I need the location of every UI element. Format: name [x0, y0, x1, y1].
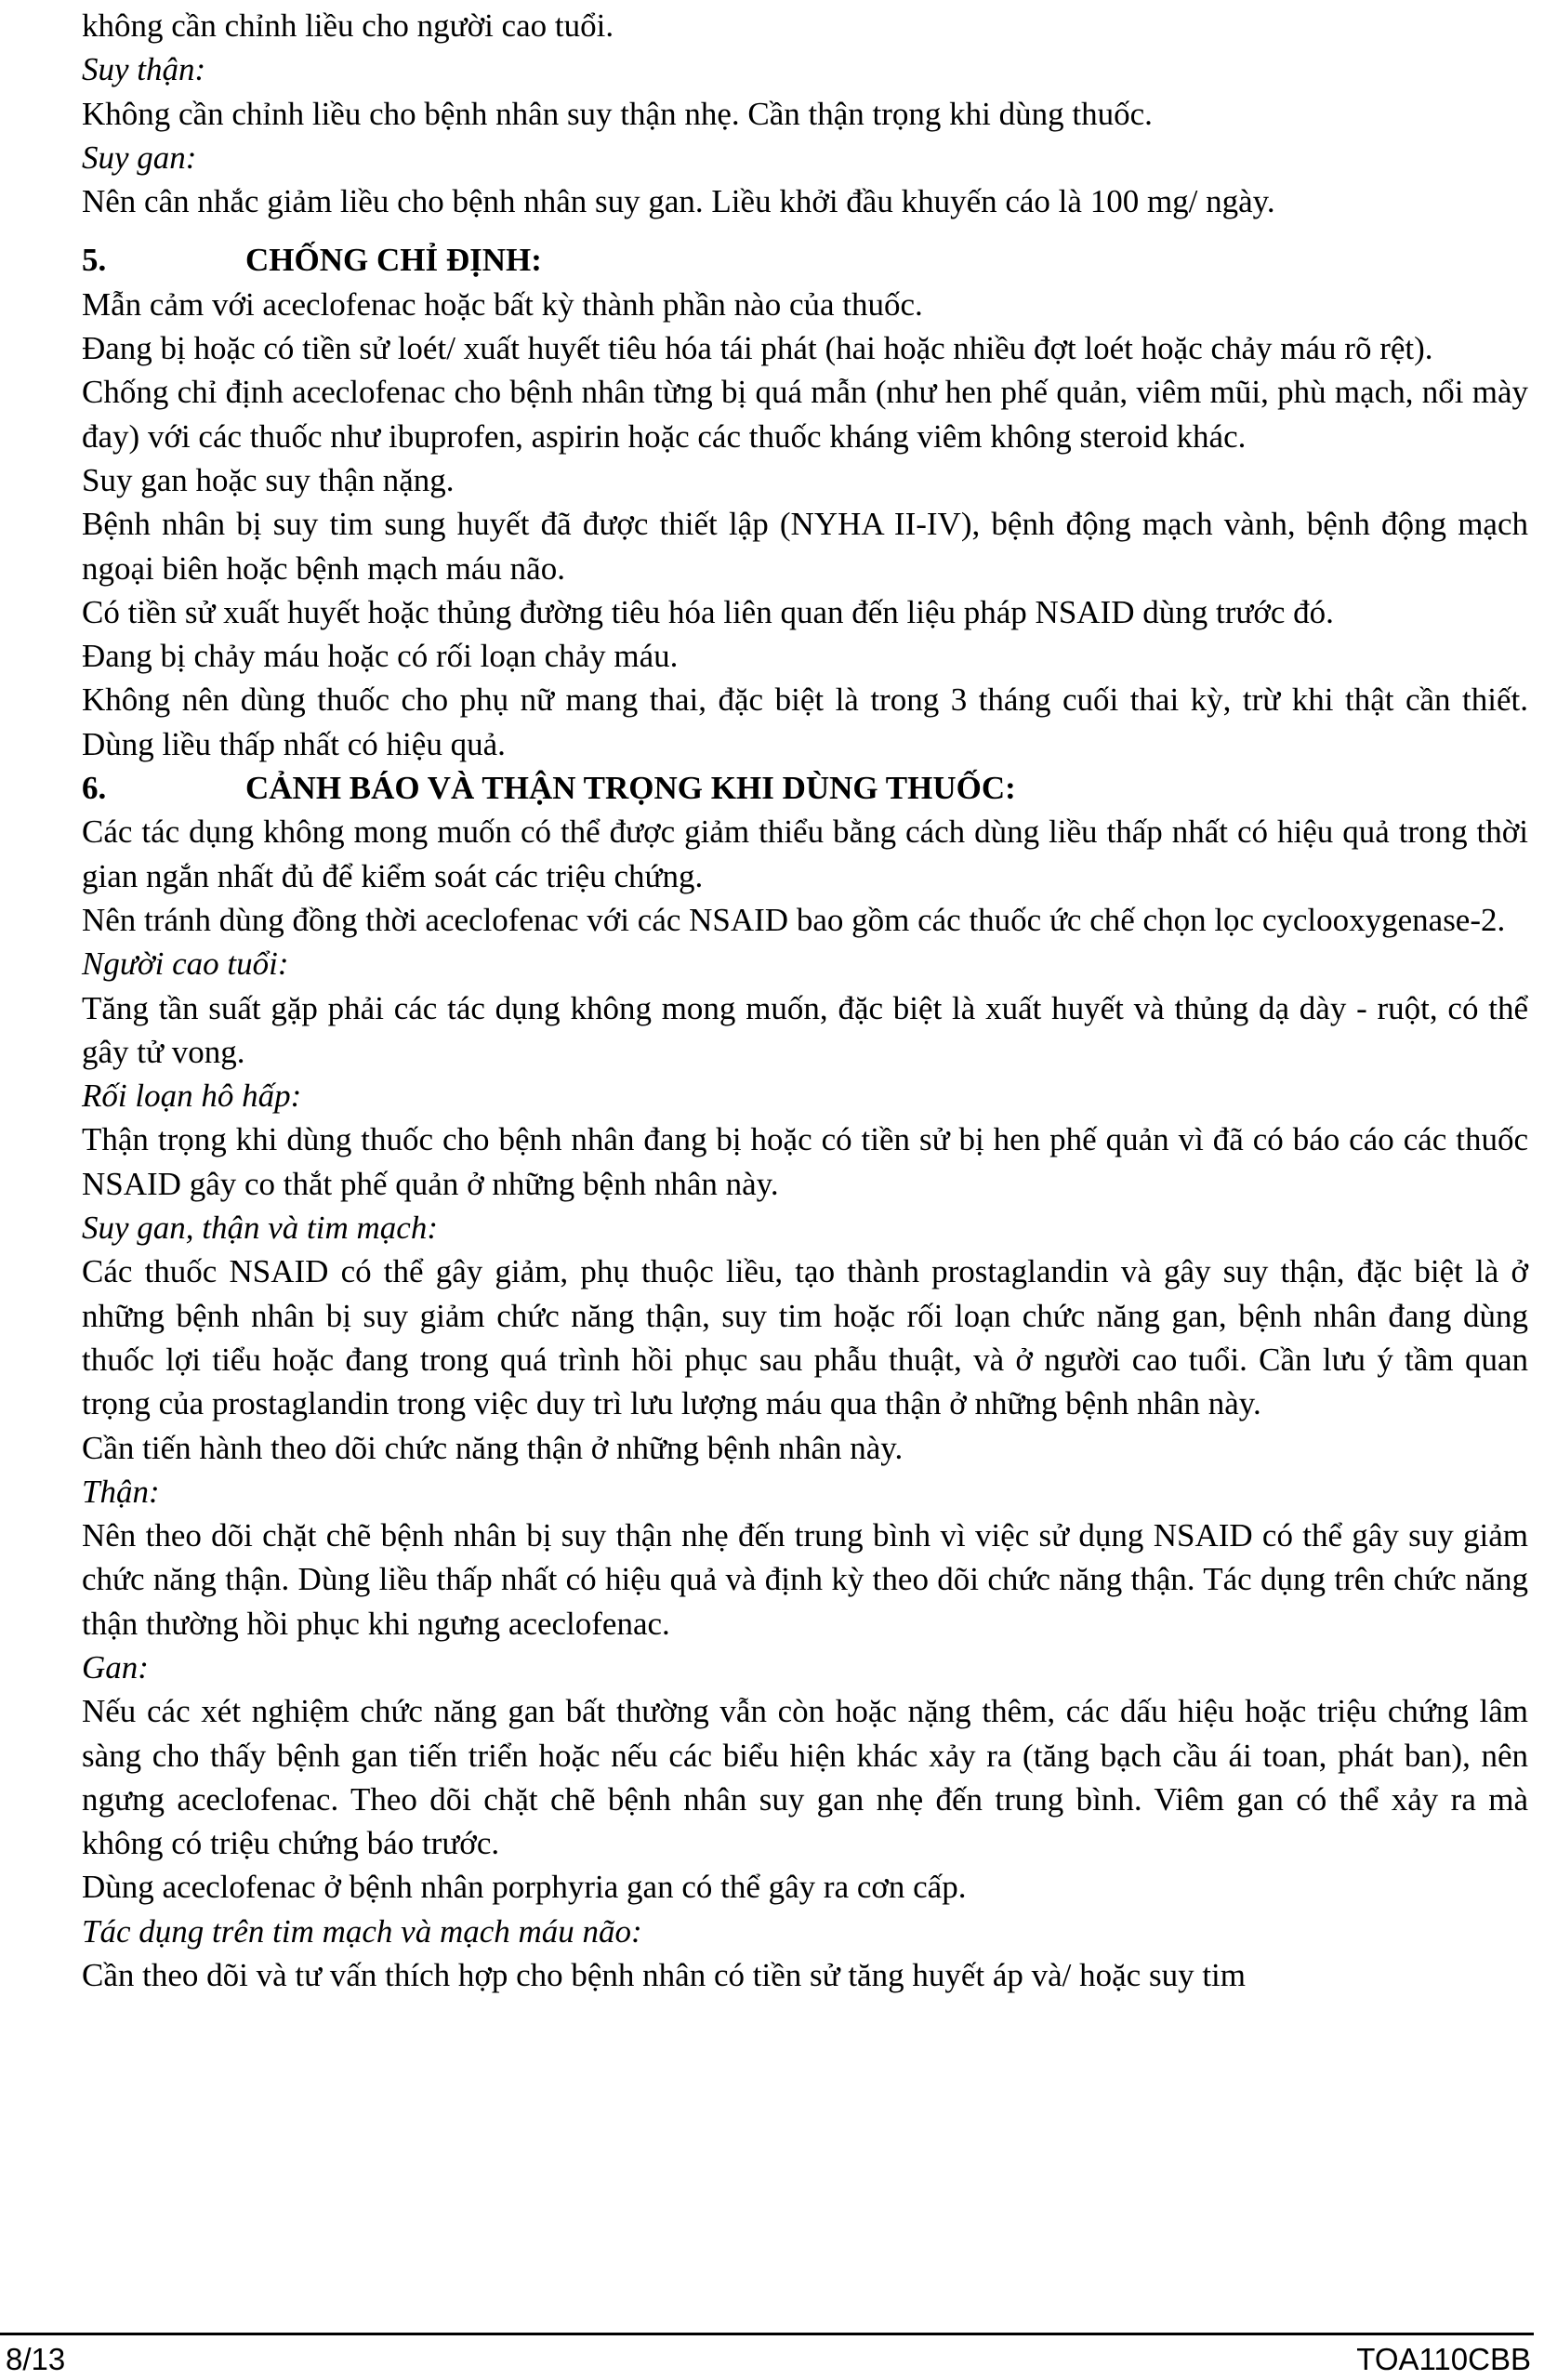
section-title: CHỐNG CHỈ ĐỊNH:	[245, 242, 542, 279]
subheading-cardiovascular: Tác dụng trên tim mạch và mạch máu não:	[82, 1912, 642, 1950]
paragraph: Cần theo dõi và tư vấn thích hợp cho bệnh nhân có tiền sử tăng huyết áp và/ hoặc suy tim	[82, 1957, 1247, 1994]
subheading-liver: Suy gan:	[82, 139, 197, 176]
subheading-liver: Gan:	[82, 1648, 149, 1686]
list-item: Mẫn cảm với aceclofenac hoặc bất kỳ thành phần nào của thuốc.	[82, 285, 923, 323]
section-number: 6.	[82, 770, 107, 807]
paragraph: Nên cân nhắc giảm liều cho bệnh nhân suy gan. Liều khởi đầu khuyến cáo là 100 mg/ ngày.	[82, 183, 1275, 220]
list-item: Có tiền sử xuất huyết hoặc thủng đường tiêu hóa liên quan đến liệu pháp NSAID dùng trước đó.	[82, 593, 1334, 630]
page-number: 8/13	[6, 2342, 66, 2376]
subheading-elderly: Người cao tuổi:	[82, 945, 289, 983]
paragraph: Cần tiến hành theo dõi chức năng thận ở những bệnh nhân này.	[82, 1429, 904, 1466]
paragraph: Tăng tần suất gặp phải các tác dụng không mong muốn, đặc biệt là xuất huyết và thủng dạ dày - ruột, có thể gây tử vong.	[82, 989, 1528, 1070]
list-item: Suy gan hoặc suy thận nặng.	[82, 461, 455, 498]
page-content	[82, 4, 1528, 1997]
subheading-respiratory: Rối loạn hô hấp:	[82, 1078, 302, 1115]
paragraph: Thận trọng khi dùng thuốc cho bệnh nhân đang bị hoặc có tiền sử bị hen phế quản vì đã có báo cáo các thuốc NSAID gây co thắt phế quản ở những bệnh nhân này.	[82, 1121, 1528, 1202]
paragraph: Nên theo dõi chặt chẽ bệnh nhân bị suy thận nhẹ đến trung bình vì việc sử dụng NSAID có thể gây suy giảm chức năng thận. Dùng liều thấp nhất có hiệu quả và định kỳ theo dõi chức năng thận. Tác dụng trên chức năng thận thường hồi phục khi ngưng aceclofenac.	[82, 1517, 1528, 1642]
list-item: Đang bị hoặc có tiền sử loét/ xuất huyết tiêu hóa tái phát (hai hoặc nhiều đợt loét hoặc chảy máu rõ rệt).	[82, 330, 1433, 367]
list-item: Bệnh nhân bị suy tim sung huyết đã được thiết lập (NYHA II-IV), bệnh động mạch vành, bệnh động mạch ngoại biên hoặc bệnh mạch máu não.	[82, 506, 1528, 587]
subheading-hepatic-renal-cardiac: Suy gan, thận và tim mạch:	[82, 1210, 438, 1247]
document-code: TOA110CBB	[1356, 2342, 1531, 2376]
subheading-kidney: Suy thận:	[82, 51, 206, 88]
paragraph: Các thuốc NSAID có thể gây giảm, phụ thuộc liều, tạo thành prostaglandin và gây suy thận, đặc biệt là ở những bệnh nhân bị suy giảm chức năng thận, suy tim hoặc rối loạn chức năng gan, bệnh nhân đang dùng thuốc lợi tiểu hoặc đang trong quá trình hồi phục sau phẫu thuật, và ở người cao tuổi. Cần lưu ý tầm quan trọng của prostaglandin trong việc duy trì lưu lượng máu qua thận ở những bệnh nhân này.	[82, 1253, 1528, 1422]
paragraph: không cần chỉnh liều cho người cao tuổi.	[82, 7, 614, 44]
paragraph: Các tác dụng không mong muốn có thể được giảm thiểu bằng cách dùng liều thấp nhất có hiệu quả trong thời gian ngắn nhất đủ để kiểm soát các triệu chứng.	[82, 813, 1528, 894]
paragraph: Không cần chỉnh liều cho bệnh nhân suy thận nhẹ. Cần thận trọng khi dùng thuốc.	[82, 95, 1153, 132]
section-heading-5	[82, 238, 1528, 282]
paragraph: Nên tránh dùng đồng thời aceclofenac với các NSAID bao gồm các thuốc ức chế chọn lọc cyclooxygenase-2.	[82, 901, 1506, 938]
section-number: 5.	[82, 242, 107, 279]
subheading-kidney: Thận:	[82, 1473, 160, 1510]
paragraph: Dùng aceclofenac ở bệnh nhân porphyria gan có thể gây ra cơn cấp.	[82, 1869, 967, 1906]
list-item: Đang bị chảy máu hoặc có rối loạn chảy máu.	[82, 638, 679, 675]
section-heading-6	[82, 766, 1528, 810]
list-item: Chống chỉ định aceclofenac cho bệnh nhân từng bị quá mẫn (như hen phế quản, viêm mũi, phù mạch, nổi mày đay) với các thuốc như ibuprofen, aspirin hoặc các thuốc kháng viêm không steroid khác.	[82, 374, 1528, 455]
footer-divider	[0, 2333, 1534, 2335]
list-item: Không nên dùng thuốc cho phụ nữ mang thai, đặc biệt là trong 3 tháng cuối thai kỳ, trừ khi thật cần thiết. Dùng liều thấp nhất có hiệu quả.	[82, 681, 1528, 762]
paragraph: Nếu các xét nghiệm chức năng gan bất thường vẫn còn hoặc nặng thêm, các dấu hiệu hoặc triệu chứng lâm sàng cho thấy bệnh gan tiến triển hoặc nếu các biểu hiện khác xảy ra (tăng bạch cầu ái toan, phát ban), nên ngưng aceclofenac. Theo dõi chặt chẽ bệnh nhân suy gan nhẹ đến trung bình. Viêm gan có thể xảy ra mà không có triệu chứng báo trước.	[82, 1693, 1528, 1862]
section-title: CẢNH BÁO VÀ THẬN TRỌNG KHI DÙNG THUỐC:	[245, 770, 1016, 807]
